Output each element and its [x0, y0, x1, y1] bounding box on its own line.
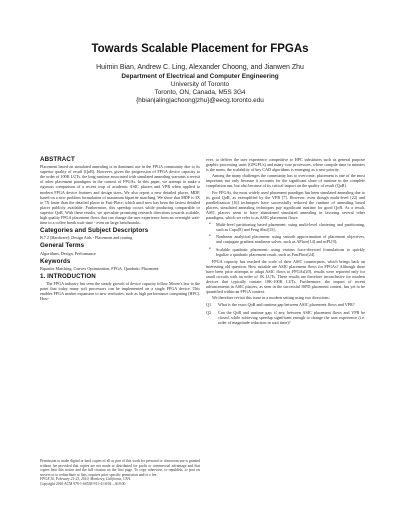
permission-notice	[40, 459, 200, 486]
author-location: Toronto, ON, Canada, M5S 3G4	[154, 89, 246, 97]
body-paragraph: ever, to deliver the user experience competitive to HPC substitutes such as general purpose graphic processing units (GPGPUs) and many-core processors, where compile time in minutes is the norm, the scalability of key CAD algorithms is emerging as a new priority.	[206, 157, 365, 173]
right-column	[206, 157, 365, 327]
categories-heading: Categories and Subject Descriptors	[40, 227, 149, 235]
permission-text: Permission to make digital or hard copies of all or part of this work for personal or classroom use is granted without fee provided that copies are not made or distributed for profit or commercial advantage and that copies bear this notice and the full citation on the first page. To copy otherwise, to republish, to post on servers or to redistribute to lists, requires prior specific permission and/or a fee.	[40, 459, 200, 477]
list-item: • Multi-level partitioning based placement: using multi-level clustering and partitioning, such as Capo[8] and Feng Shui[15];	[206, 222, 365, 232]
question-item	[206, 310, 365, 325]
question-label: Q1	[206, 302, 212, 308]
question-item	[206, 302, 365, 307]
body-paragraph: FPGA capacity has reached the scale of their ASIC counterparts, which brings back an interesting old question: How suitable are ASIC placement flows for FPGAs? Although there have been prior attempts to adapt ASIC flows to FPGAs[20], results were reported only for small circuits with an order of 1K LUTs. These results are therefore inconclusive for modern devices that typically contain 10K-100K LUTs. Furthermore, the impact of recent advancements in ASIC placers, as seen in the successful ISPD placement contest, has yet to be quantified within an FPGA context.	[206, 258, 365, 295]
categories-text: B.7.2 [Hardware]: Design Aids - Placement and routing	[40, 235, 133, 241]
question-label: Q2	[206, 309, 212, 315]
introduction-heading: 1. INTRODUCTION	[40, 272, 96, 280]
author-block	[0, 64, 400, 105]
general-terms-text: Algorithms, Design, Performance	[40, 250, 96, 256]
copyright-line: Copyright 2010 ACM 978-1-60558-911-4/10/02 ...$10.00.	[40, 481, 127, 486]
left-column	[40, 157, 200, 302]
question-text: Can the QoR and runtime gap, if any, between ASIC placement flows and VPR be closed, while achieving speedup significant enough to change the user experience (i.e. order of magnitude reduction in wait time)?	[218, 309, 365, 325]
body-paragraph: We therefore revisit this issue in a modern setting using two directions:	[212, 295, 330, 301]
list-item: • Nonlinear analytical placement: using smooth approximation of placement objectives, and conjugate gradient nonlinear solver, such as APlace[14] and mPL[9];	[206, 234, 365, 244]
general-terms-heading: General Terms	[40, 242, 85, 250]
paper-title: Towards Scalable Placement for FPGAs	[91, 43, 309, 55]
abstract-heading: ABSTRACT	[40, 156, 75, 163]
list-item: • Scalable quadratic placement: using various force-directed formulations to quickly legalize a quadratic placement result, such as FastPlace[24].	[206, 247, 365, 257]
body-paragraph: Among the many challenges the community has to overcome, placement is one of the most important; not only because it accounts for the significant share of runtime in the complete compilation run, but also because of its critical impact on the quality of result (QoR).	[206, 173, 365, 189]
introduction-text: The FPGA industry has seen the steady growth of device capacity follow Moore's law to the point that today many soft processors can be implemented on a single FPGA device. This enables FPGA market expansion to new territories, such as high performance computing (HPC). How-	[40, 280, 200, 302]
abstract-text: Placement based on simulated annealing is in dominant use in the FPGA community due to its superior quality of result (QoR). However, given the progression of FPGA device capacity to the order of 100K LUTs, the long runtime associated with simulated annealing warrants a revisit of other placement paradigms in the context of FPGAs. In this paper, we attempt to make a rigorous comparison of a recent crop of academic ASIC placers and VPR when applied to modern FPGA device features and design sizes. We also report a new detailed placer, MDP, based on a new problem formulation of maximum bipartite matching. We show that MDP is 3X to 7X faster than the detailed placer in Fast-Place, which until now has been the fastest detailed placer publicly available. Furthermore, this speedup occurs while producing comparable or superior QoR. With these results, we speculate promising research directions towards scalable, high quality FPGA placement flows that can change the user experience from an overnight wait-time to a coffee break wait-time - even on large benchmarks.	[40, 164, 200, 226]
question-text: What is the exact QoR and runtime gap between ASIC placement flows and VPR?	[218, 302, 355, 308]
keywords-heading: Keywords	[40, 257, 71, 265]
conference-line: FPGA'10, February 21-23, 2010, Monterey, California, USA.	[40, 477, 131, 481]
author-university: University of Toronto	[170, 81, 230, 89]
body-paragraph: For FPGAs, the most widely used placement paradigm has been simulated annealing due to its good QoR, as exemplified by the VPR [7]. However, even though multi-level [22] and parallelization [16] techniques have successfully reduced the runtime of annealing based placers, simulated annealing techniques pay significant runtime for good QoR. As a result, ASIC placers seem to have abandoned simulated annealing in favoring several other paradigms, which we refer to as ASIC placement flows:	[206, 189, 365, 221]
author-emails: {hbian|aling|achoong|zhu}@eecg.toronto.edu	[136, 97, 264, 105]
author-names: Huimin Bian, Andrew C. Ling, Alexander Choong, and Jianwen Zhu	[96, 64, 304, 71]
author-department: Department of Electrical and Computer Engineering	[121, 73, 279, 81]
keywords-text: Bipartite Matching, Convex Optimization, FPGA, Quadratic Placement	[40, 265, 159, 271]
